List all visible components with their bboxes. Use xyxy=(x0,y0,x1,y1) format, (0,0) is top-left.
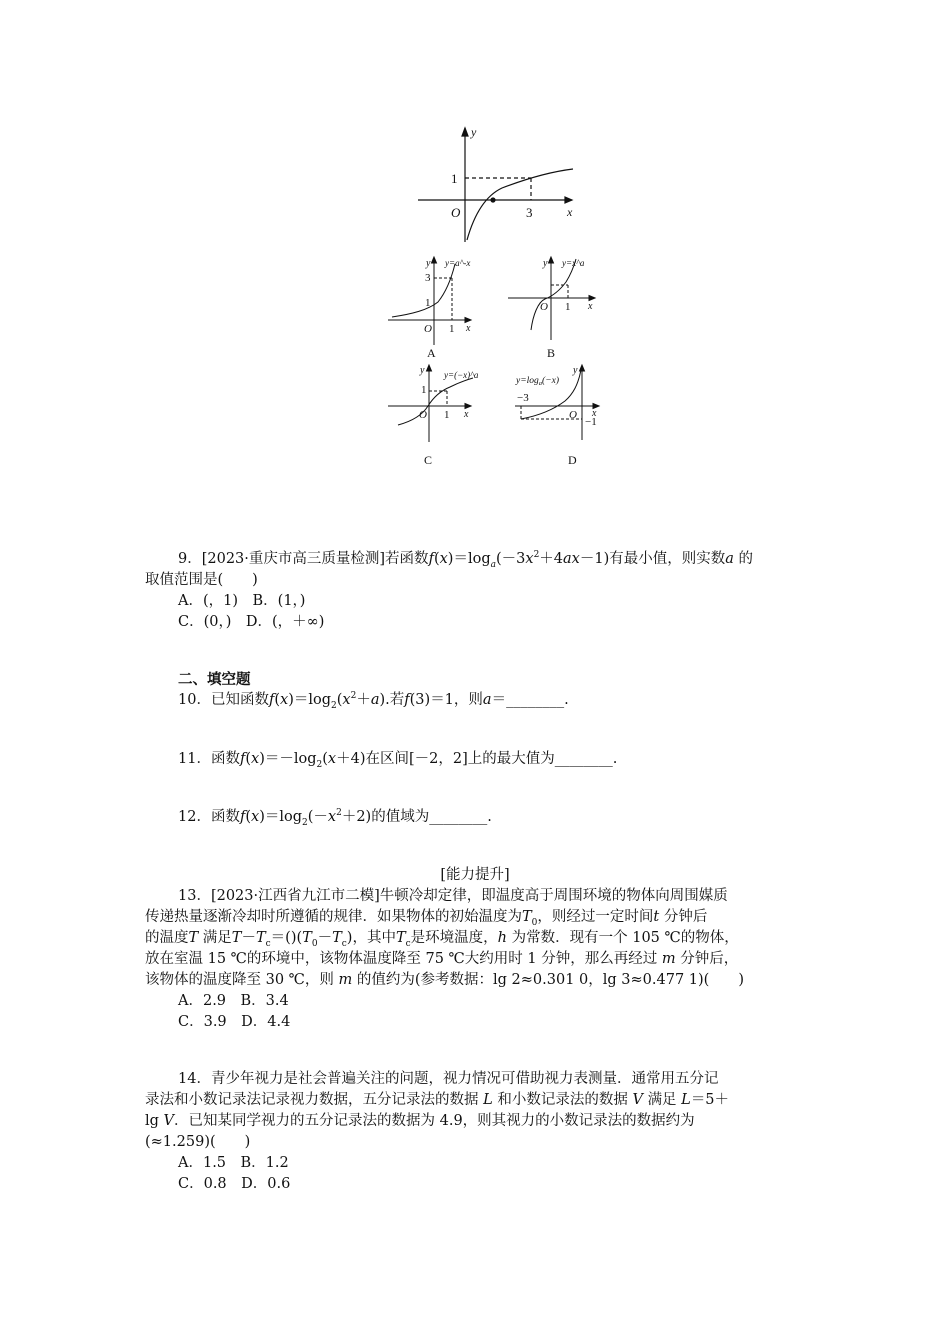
option-b-tick-1: 1 xyxy=(565,301,571,313)
main-tick-y: 1 xyxy=(451,171,458,186)
question-11: 11．函数$f(x)=-\log_2(x+4)$在区间[－2，2]上的最大值为________. xyxy=(178,751,618,770)
ability-section-title: [能力提升] xyxy=(440,867,510,883)
question-13 xyxy=(145,886,805,1033)
option-b-formula: y=x^a xyxy=(562,258,585,268)
main-graph xyxy=(418,128,573,242)
section-fill-in xyxy=(145,669,805,711)
q14-line-1: 14．青少年视力是社会普遍关注的问题，视力情况可借助视力表测量．通常用五分记 xyxy=(178,1071,719,1087)
question-9 xyxy=(145,549,805,633)
option-c-x-label: x xyxy=(464,409,469,420)
option-a-tick-1x: 1 xyxy=(449,323,455,335)
option-b-caption: B xyxy=(547,346,556,360)
option-a-x-label: x xyxy=(466,323,471,334)
option-a-tick-1y: 1 xyxy=(425,297,431,309)
q13-line-4: 放在室温 15 ℃的环境中，该物体温度降至 75 ℃大约用时 1 分钟，那么再经过 m 分钟后， xyxy=(145,951,739,967)
figure-graphs xyxy=(0,0,950,480)
question-14 xyxy=(145,1069,805,1195)
option-a-origin: O xyxy=(424,323,432,335)
q14-line-3: lg V．已知某同学视力的五分记录法的数据为 4.9，则其视力的小数记录法的数据约为 xyxy=(145,1113,695,1129)
option-c-tick-1x: 1 xyxy=(444,409,450,421)
option-c-formula: y=(−x)^a xyxy=(444,370,479,380)
option-a-y-label: y xyxy=(426,258,431,269)
option-a-tick-3: 3 xyxy=(425,272,431,284)
option-d-tick-neg1: −1 xyxy=(585,416,597,428)
main-y-label: y xyxy=(471,125,477,139)
q13-line-5: 该物体的温度降至 30 ℃，则 m 的值约为(参考数据：lg 2≈0.301 0，lg 3≈0.477 1)( ) xyxy=(145,972,744,988)
main-tick-x: 3 xyxy=(526,205,533,220)
option-d-formula: $y=\log_a(-x)$ xyxy=(516,376,559,387)
q14-options-cd: C．0.8 D．0.6 xyxy=(178,1176,291,1192)
q13-options-ab: A．2.9 B．3.4 xyxy=(178,993,289,1009)
option-d-caption: D xyxy=(568,453,577,467)
main-origin: O xyxy=(451,205,461,220)
q9-line-1: 9．[2023·重庆市高三质量检测]若函数$f(x)=\log_a(-3x^2+4ax-1)$有最小值，则实数a 的 xyxy=(178,550,754,570)
main-x-label: x xyxy=(567,205,573,219)
section-title: 二、填空题 xyxy=(178,671,251,688)
option-c-caption: C xyxy=(424,453,433,467)
q9-options-ab: A．(，1) B．(1，) xyxy=(178,593,306,609)
q14-options-ab: A．1.5 B．1.2 xyxy=(178,1155,289,1171)
option-c-origin: O xyxy=(419,409,427,421)
q13-options-cd: C．3.9 D．4.4 xyxy=(178,1014,291,1030)
q14-line-4: (≈1.259)( ) xyxy=(145,1134,251,1150)
q14-line-2: 录法和小数记录法记录视力数据，五分记录法的数据 L 和小数记录法的数据 V 满足 L＝5＋ xyxy=(145,1092,730,1108)
option-a-caption: A xyxy=(427,346,436,360)
question-12: 12．函数$f(x)=\log_2(-x^2+2)$的值域为________. xyxy=(178,808,492,828)
q13-line-1: 13．[2023·江西省九江市二模]牛顿冷却定律，即温度高于周围环境的物体向周围媒质 xyxy=(178,888,728,904)
option-d-origin: O xyxy=(569,409,577,421)
option-b-x-label: x xyxy=(588,301,593,312)
q13-line-3: 的温度T 满足$T-T_c=()(T_0-T_c)$，其中$T_c$是环境温度，h 为常数．现有一个 105 ℃的物体， xyxy=(145,930,739,949)
question-10: 10．已知函数$f(x)=\log_2(x^2+a)$.若f(3)＝1，则a＝________. xyxy=(178,691,569,711)
q9-options-cd: C．(0，) D．(，＋∞) xyxy=(178,614,325,630)
option-b-y-label: y xyxy=(543,258,548,269)
option-b-origin: O xyxy=(540,301,548,313)
option-c-y-label: y xyxy=(420,365,425,376)
option-b-graph xyxy=(508,257,595,340)
option-c-tick-1y: 1 xyxy=(421,384,427,396)
option-d-x-label: x xyxy=(592,408,597,419)
q13-line-2: 传递热量逐渐冷却时所遵循的规律．如果物体的初始温度为$T_0$，则经过一定时间t 分钟后 xyxy=(145,909,708,928)
option-d-y-label: y xyxy=(573,365,578,376)
option-d-tick-neg3: −3 xyxy=(517,392,529,404)
option-a-formula: y=a^-x xyxy=(445,258,471,268)
q9-line-2: 取值范围是( ) xyxy=(145,572,258,588)
